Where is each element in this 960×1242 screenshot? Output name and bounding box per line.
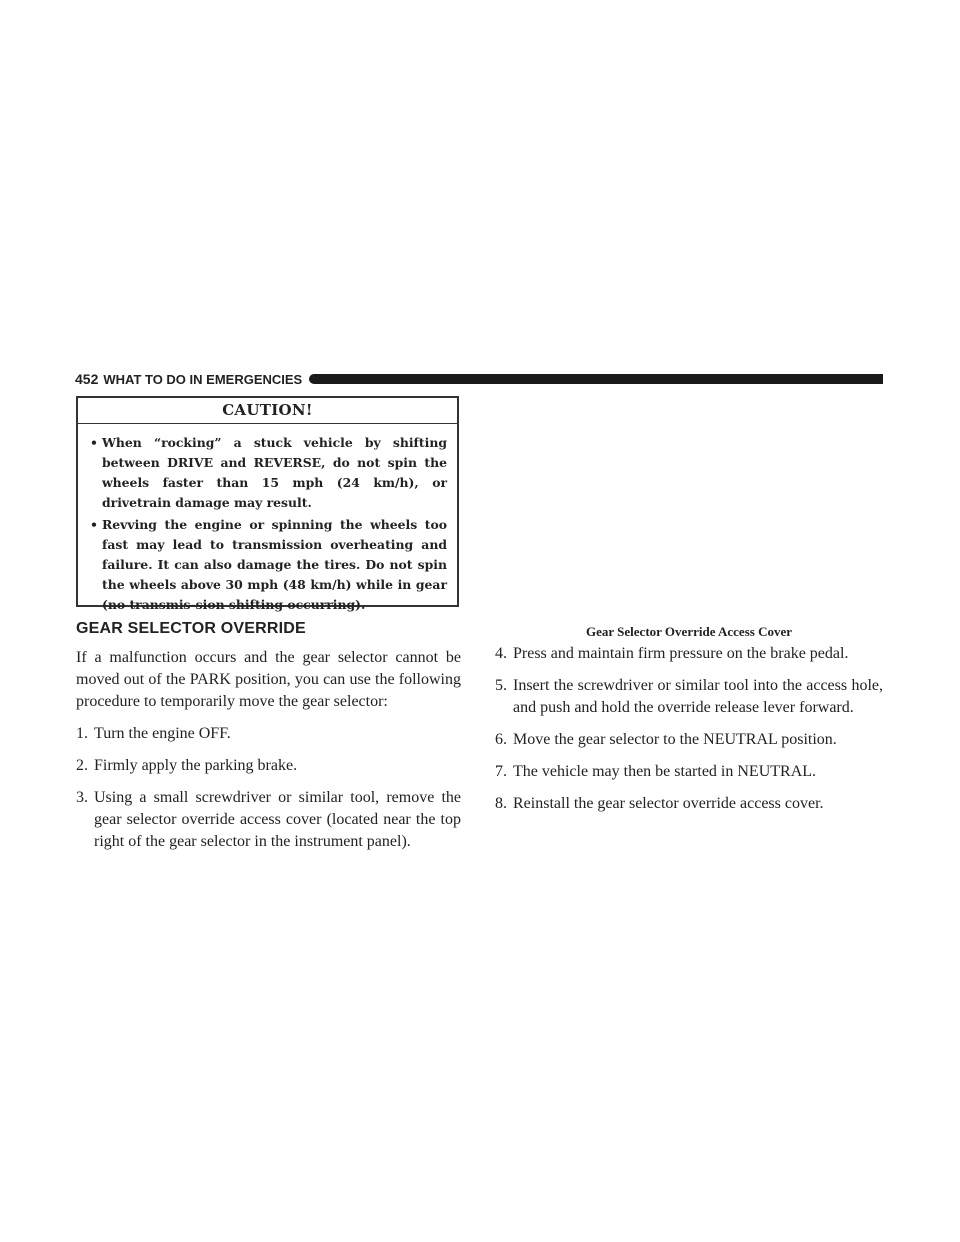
step-number: 8. [495,795,507,812]
step-number: 5. [495,677,507,694]
caution-item [90,515,447,615]
caution-title: CAUTION! [78,398,457,424]
figure-caption: Gear Selector Override Access Cover [586,624,792,639]
step-item [495,643,883,665]
step-text: Move the gear selector to the NEUTRAL position. [513,731,837,748]
left-column [76,647,461,863]
step-item [495,793,883,815]
caution-item [90,433,447,513]
step-text: Reinstall the gear selector override access cover. [513,795,824,812]
caution-box [76,396,459,612]
step-number: 7. [495,763,507,780]
right-column [495,643,883,825]
figure-image [495,394,883,619]
step-text: Using a small screwdriver or similar tool, remove the gear selector override access cover (located near the top right of the gear selector in the instrument panel). [94,789,461,850]
section-name: WHAT TO DO IN EMERGENCIES [103,371,303,387]
step-number: 3. [76,789,88,806]
bullet-icon: • [90,435,98,450]
header-bar [309,374,883,384]
caution-item-text: When “rocking” a stuck vehicle by shifting between DRIVE and REVERSE, do not spin the wheels faster than 15 mph (24 km/h), or drivetrain damage may result. [102,435,447,510]
step-item [76,755,461,777]
step-text: Insert the screwdriver or similar tool into the access hole, and push and hold the override release lever forward. [513,677,883,716]
step-number: 2. [76,757,88,774]
section-heading: GEAR SELECTOR OVERRIDE [76,620,306,637]
step-text: Press and maintain firm pressure on the brake pedal. [513,645,849,662]
step-item [76,787,461,853]
step-text: Turn the engine OFF. [94,725,231,742]
caution-item-text: Revving the engine or spinning the wheels too fast may lead to transmission overheating and failure. It can also damage the tires. Do not spin the wheels above 30 mph (48 km/h) while in gear (no transmis-sion shifting occurring). [102,517,447,612]
step-number: 6. [495,731,507,748]
step-number: 4. [495,645,507,662]
step-item [495,675,883,719]
step-item [495,729,883,751]
step-item [495,761,883,783]
page-header [75,370,883,388]
step-number: 1. [76,725,88,742]
caution-list [78,424,457,615]
intro-paragraph: If a malfunction occurs and the gear selector cannot be moved out of the PARK position, you can use the following procedure to temporarily move the gear selector: [76,649,461,710]
step-item [76,723,461,745]
page-number: 452 [75,371,99,387]
step-text: The vehicle may then be started in NEUTRAL. [513,763,817,780]
step-text: Firmly apply the parking brake. [94,757,298,774]
bullet-icon: • [90,517,98,532]
